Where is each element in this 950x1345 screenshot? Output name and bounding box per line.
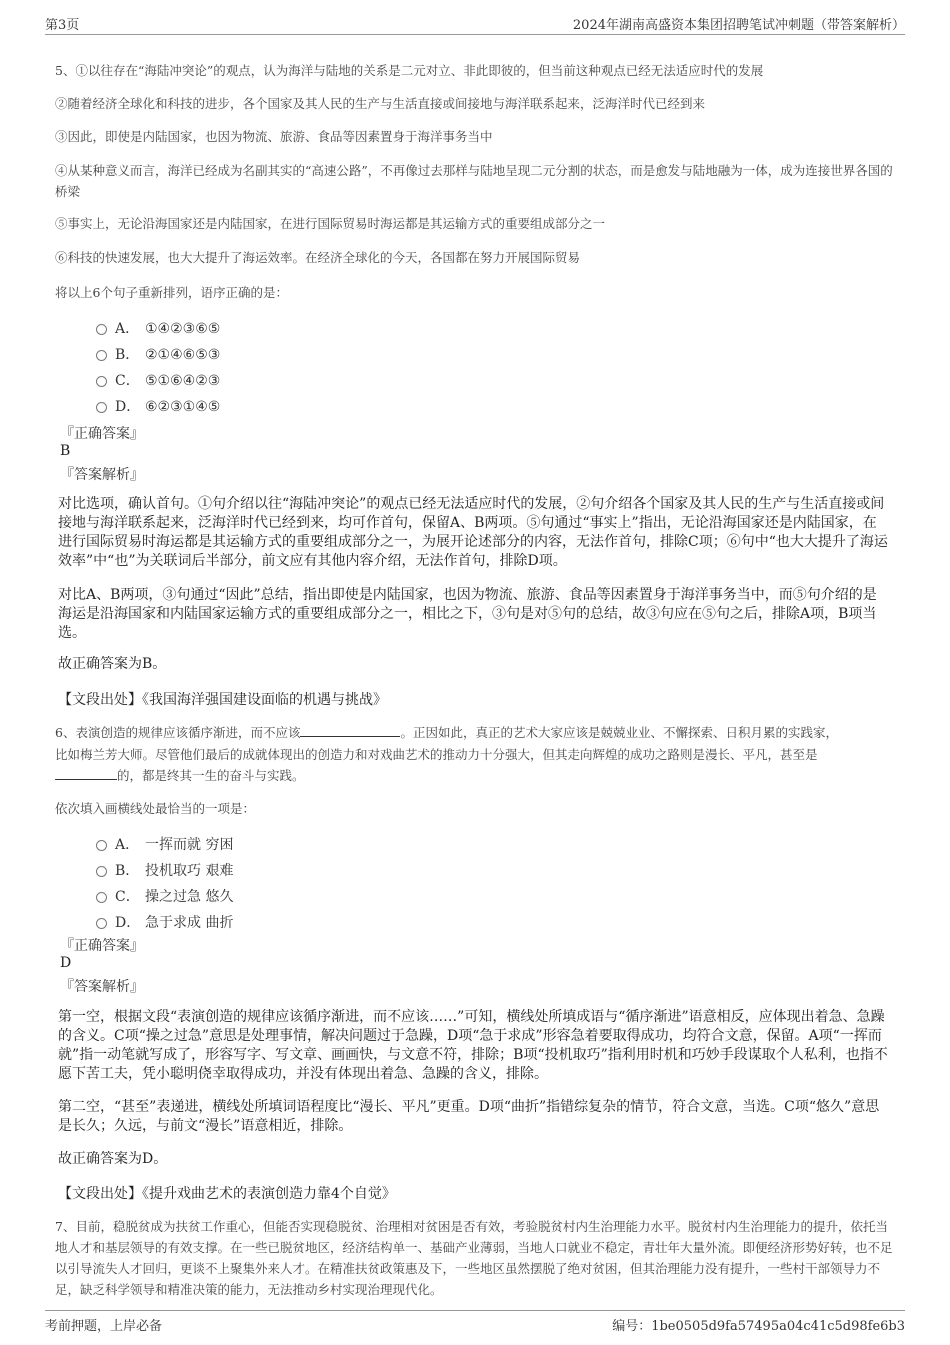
q5-answer-tag: 『正确答案』 [60, 426, 144, 442]
fill-blank-1[interactable] [300, 722, 400, 737]
q6-analysis-paragraph-1: 第一空，根据文段“表演创造的规律应该循序渐进，而不应该……”可知，横线处所填成语与“循序渐进”语意相反，应体现出着急、急躁的含义。C项“操之过急”意思是处理事情，解决问题过于急躁，D项“急于求成”形容急着要取得成功，均符合文意，保留。A项“一挥而就”指一动笔就写成了，形容写字、写文章、画画快，与文意不符，排除；B项“投机取巧”指利用时机和巧妙手段谋取个人私利，也指不愿下苦工夫，凭小聪明侥幸取得成功，并没有体现出着急、急躁的含义，排除。 [58, 1009, 888, 1082]
q5-analysis-paragraph-2: 对比A、B两项，③句通过“因此”总结，指出即使是内陆国家，也因为物流、旅游、食品等因素置身于海洋事务当中，而⑤句介绍的是海运是沿海国家和内陆国家运输方式的重要组成部分之一，相比之下，③句是对⑤句的总结，故③句应在⑤句之后，排除A项，B项当选。 [58, 587, 877, 641]
q6-answer: D [60, 955, 72, 971]
q6-option-c[interactable]: C． 操之过急 悠久 [96, 886, 233, 904]
radio-icon[interactable] [96, 866, 107, 877]
fill-blank-2[interactable] [55, 765, 117, 780]
q6-analysis-paragraph-2: 第二空，“甚至”表递进，横线处所填词语程度比“漫长、平凡”更重。D项“曲折”指错综复杂的情节，符合文意，当选。C项“悠久”意思是长久；久远，与前文“漫长”语意相近，排除。 [58, 1099, 880, 1134]
q5-answer: B [60, 443, 71, 459]
q6-stem-line-3: 的，都是终其一生的奋斗与实践。 [55, 765, 895, 786]
q5-analysis-tag: 『答案解析』 [60, 467, 144, 483]
q6-analysis-tag: 『答案解析』 [60, 979, 144, 995]
q5-source: 【文段出处】《我国海洋强国建设面临的机遇与挑战》 [58, 692, 387, 708]
q6-stem-line-1: 6、表演创造的规律应该循序渐进，而不应该 。正因如此，真正的艺术大家应该是兢兢业业、不懈探索、日积月累的实践家， [55, 722, 895, 743]
footer-slogan: 考前押题，上岸必备 [45, 1319, 163, 1334]
q6-stem-line-2: 比如梅兰芳大师。尽管他们最后的成就体现出的创造力和对戏曲艺术的推动力十分强大，但其走向辉煌的成功之路则是漫长、平凡，甚至是 [55, 747, 818, 762]
document-code: 编号：1be0505d9fa57495a04c41c5d98fe6b3 [612, 1319, 905, 1334]
q5-option-a[interactable]: A． ①④②③⑥⑤ [96, 318, 220, 336]
q6-option-d[interactable]: D． 急于求成 曲折 [96, 912, 233, 930]
radio-icon[interactable] [96, 892, 107, 903]
q5-analysis-paragraph-1: 对比选项，确认首句。①句介绍以往“海陆冲突论”的观点已经无法适应时代的发展，②句介绍各个国家及其人民的生产与生活直接或间接地与海洋联系起来，泛海洋时代已经到来，均可作首句，保留A、B两项。⑤句通过“事实上”指出，无论沿海国家还是内陆国家，在进行国际贸易时海运都是其运输方式的重要组成部分之一，为展开论述部分的内容，无法作首句，排除C项；⑥句中“也大大提升了海运效率”中“也”为关联词后半部分，前文应有其他内容介绍，无法作首句，排除D项。 [58, 496, 888, 569]
q5-analysis-conclusion: 故正确答案为B。 [58, 656, 167, 672]
page-header [45, 12, 905, 35]
q5-sentence-2: ②随着经济全球化和科技的进步，各个国家及其人民的生产与生活直接或间接地与海洋联系起来，泛海洋时代已经到来 [55, 96, 706, 111]
radio-icon[interactable] [96, 840, 107, 851]
radio-icon[interactable] [96, 376, 107, 387]
q5-option-d[interactable]: D． ⑥②③①④⑤ [96, 396, 220, 414]
document-title: 2024年湖南高盛资本集团招聘笔试冲刺题（带答案解析） [572, 18, 905, 33]
q6-option-a[interactable]: A． 一挥而就 穷困 [96, 834, 233, 852]
radio-icon[interactable] [96, 918, 107, 929]
q6-source: 【文段出处】《提升戏曲艺术的表演创造力靠4个自觉》 [58, 1186, 396, 1202]
q6-option-b[interactable]: B． 投机取巧 艰难 [96, 860, 233, 878]
radio-icon[interactable] [96, 402, 107, 413]
page-number: 第3页 [45, 18, 80, 33]
q5-prompt: 将以上6个句子重新排列，语序正确的是： [55, 285, 288, 300]
q5-sentence-5: ⑤事实上，无论沿海国家还是内陆国家，在进行国际贸易时海运都是其运输方式的重要组成部分之一 [55, 216, 606, 231]
q6-prompt: 依次填入画横线处最恰当的一项是： [55, 801, 256, 816]
radio-icon[interactable] [96, 324, 107, 335]
q5-sentence-4: ④从某种意义而言，海洋已经成为名副其实的“高速公路”，不再像过去那样与陆地呈现二元分割的状态，而是愈发与陆地融为一体，成为连接世界各国的桥梁 [55, 163, 893, 199]
radio-icon[interactable] [96, 350, 107, 361]
q6-analysis-conclusion: 故正确答案为D。 [58, 1151, 168, 1167]
q5-sentence-1: 5、①以往存在“海陆冲突论”的观点，认为海洋与陆地的关系是二元对立、非此即彼的，但当前这种观点已经无法适应时代的发展 [55, 63, 764, 78]
q7-stem: 7、目前，稳脱贫成为扶贫工作重心，但能否实现稳脱贫、治理相对贫困是否有效，考验脱贫村内生治理能力水平。脱贫村内生治理能力的提升，依托当地人才和基层领导的有效支撑。在一些已脱贫地区，经济结构单一、基础产业薄弱，当地人口就业不稳定，青壮年大量外流。即便经济形势好转，也不足以引导流失人才回归，更谈不上聚集外来人才。在精准扶贫政策惠及下，一些地区虽然摆脱了绝对贫困，但其治理能力没有提升，一些村干部领导力不足，缺乏科学领导和精准决策的能力，无法推动乡村实现治理现代化。 [55, 1219, 893, 1297]
page-footer [45, 1310, 905, 1333]
q5-sentence-6: ⑥科技的快速发展，也大大提升了海运效率。在经济全球化的今天，各国都在努力开展国际贸易 [55, 250, 581, 265]
q5-sentence-3: ③因此，即使是内陆国家，也因为物流、旅游、食品等因素置身于海洋事务当中 [55, 129, 493, 144]
q6-answer-tag: 『正确答案』 [60, 938, 144, 954]
q5-option-b[interactable]: B． ②①④⑥⑤③ [96, 344, 220, 362]
q5-option-c[interactable]: C． ⑤①⑥④②③ [96, 370, 220, 388]
